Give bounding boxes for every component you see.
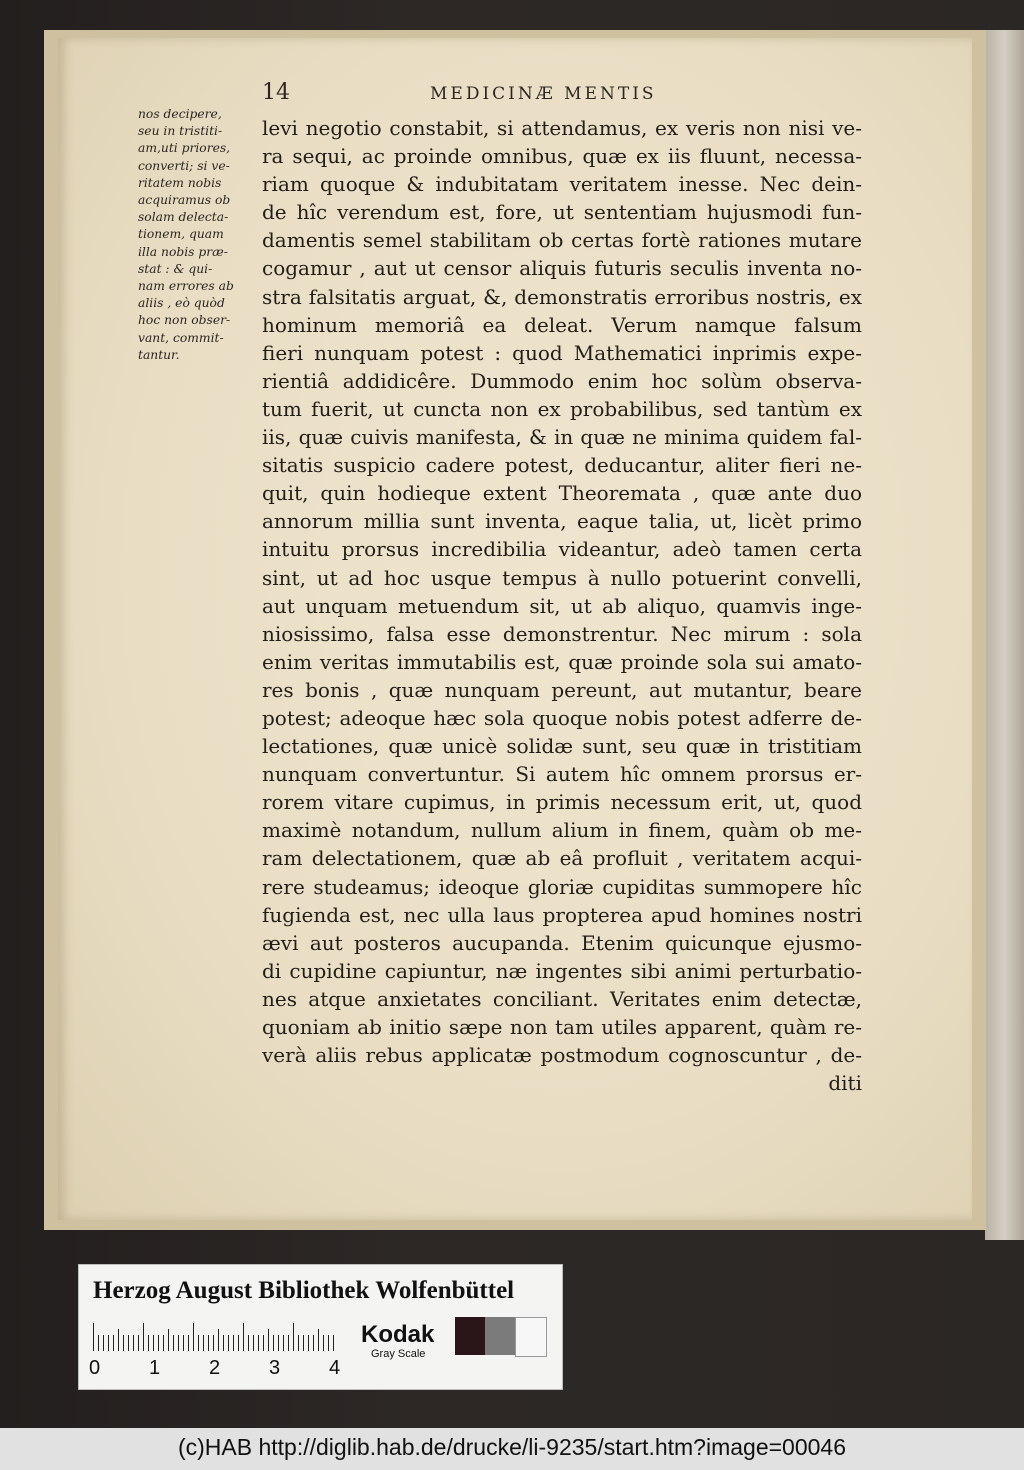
marginal-line: tionem, quam — [138, 227, 224, 242]
library-name: Herzog August Bibliothek Wolfenbüttel — [93, 1277, 515, 1304]
ruler-tick — [228, 1335, 229, 1351]
ruler-label: 1 — [149, 1357, 161, 1379]
text-line: annorum millia sunt inventa, eaque talia, ut, licèt primo — [262, 509, 862, 534]
ruler-tick — [138, 1335, 139, 1351]
text-line: res bonis , quæ nunquam pereunt, aut mutantur, beare — [262, 677, 862, 702]
marginal-line: nam errores ab — [138, 279, 234, 294]
ruler-tick — [233, 1335, 234, 1351]
ruler-labels — [89, 1357, 353, 1381]
ruler-tick — [293, 1323, 294, 1351]
ruler-tick — [113, 1335, 114, 1351]
ruler-tick — [123, 1335, 124, 1351]
ruler-tick — [273, 1335, 274, 1351]
ruler-tick — [328, 1335, 329, 1351]
text-line: ra sequi, ac proinde omnibus, quæ ex iis fluunt, necessa- — [262, 144, 862, 169]
marginal-line: am,uti priores, — [138, 141, 231, 156]
text-line: ævi aut posteros aucupanda. Etenim quicunque ejusmo- — [262, 930, 862, 955]
text-line: intuitu prorsus incredibilia videantur, adeò tamen certa — [262, 537, 862, 562]
ruler-tick — [188, 1335, 189, 1351]
ruler-tick — [288, 1335, 289, 1351]
text-line: de hîc verendum est, fore, ut sententiam hujusmodi fun- — [262, 200, 862, 225]
page-header — [262, 80, 862, 114]
marginal-line: nos decipere, — [138, 107, 222, 121]
ruler-tick — [308, 1335, 309, 1351]
ruler-label: 2 — [209, 1357, 221, 1379]
text-line: rientiâ addidicêre. Dummodo enim hoc solùm observa- — [262, 368, 862, 393]
ruler-tick — [278, 1335, 279, 1351]
ruler-tick — [318, 1329, 319, 1351]
ruler-tick — [183, 1335, 184, 1351]
ruler-tick — [163, 1335, 164, 1351]
text-line: nunquam convertuntur. Si autem hîc omnem prorsus er- — [262, 762, 862, 787]
text-line: sint, ut ad hoc usque tempus à nullo potuerint convelli, — [262, 565, 862, 590]
marginal-line: converti; si ve- — [138, 158, 230, 173]
ruler-tick — [283, 1335, 284, 1351]
ruler-tick — [98, 1335, 99, 1351]
marginal-line: vant, commit- — [138, 330, 224, 345]
text-line: maximè notandum, nullum alium in finem, quàm ob me- — [262, 818, 862, 843]
ruler-tick — [108, 1335, 109, 1351]
text-line: enim veritas immutabilis est, quæ proinde sola sui amato- — [262, 649, 862, 674]
ruler-tick — [263, 1335, 264, 1351]
ruler-label: 4 — [329, 1357, 341, 1379]
footer-url[interactable]: (c)HAB http://diglib.hab.de/drucke/li-9235/start.htm?image=00046 — [177, 1434, 846, 1460]
ruler-tick — [243, 1323, 244, 1351]
marginal-line: illa nobis præ- — [138, 244, 228, 259]
text-line: hominum memoriâ ea deleat. Verum namque falsum — [262, 312, 862, 337]
text-line: rere studeamus; ideoque gloriæ cupiditas summopere hîc — [262, 874, 862, 899]
text-line: cogamur , aut ut censor aliquis futuris seculis inventa no- — [262, 256, 862, 281]
marginal-line: solam delecta- — [138, 210, 229, 225]
text-line: potest; adeoque hæc sola quoque nobis potest adferre de- — [262, 705, 862, 730]
ruler-tick — [158, 1335, 159, 1351]
ruler-tick — [173, 1335, 174, 1351]
ruler-tick — [133, 1335, 134, 1351]
ruler-tick — [178, 1335, 179, 1351]
text-line: nes atque anxietates conciliant. Veritates enim detectæ, — [262, 986, 862, 1011]
marginal-line: aliis , eò quòd — [138, 296, 225, 311]
gray-swatch — [455, 1317, 485, 1355]
marginal-line: ritatem nobis — [138, 175, 222, 190]
text-line: rorem vitare cupimus, in primis necessum erit, ut, quod — [262, 790, 862, 815]
text-line: verà aliis rebus applicatæ postmodum cognoscuntur , de- — [262, 1043, 862, 1068]
text-line: lectationes, quæ unicè solidæ sunt, seu quæ in tristitiam — [262, 734, 862, 759]
marginal-line: tantur. — [138, 347, 180, 362]
text-line: sitatis suspicio cadere potest, deducantur, aliter fieri ne- — [262, 453, 862, 478]
gray-swatch — [485, 1317, 515, 1355]
ruler-tick — [218, 1329, 219, 1351]
running-head: MEDICINÆ MENTIS — [430, 84, 657, 104]
ruler-tick — [323, 1335, 324, 1351]
gray-swatch — [515, 1317, 547, 1357]
footer-bar — [0, 1428, 1024, 1470]
text-line: quoniam ab initio sæpe non tam utiles apparent, quàm re- — [262, 1015, 862, 1039]
text-line: ram delectationem, quæ ab eâ profluit , veritatem acqui- — [262, 846, 862, 871]
color-card — [78, 1264, 563, 1390]
ruler-tick — [258, 1335, 259, 1351]
catchword: diti — [828, 1071, 862, 1096]
ruler-label: 3 — [269, 1357, 281, 1379]
ruler-tick — [198, 1335, 199, 1351]
ruler-tick — [143, 1323, 144, 1351]
ruler — [93, 1323, 353, 1353]
text-line: levi negotio constabit, si attendamus, ex veris non nisi ve- — [262, 116, 862, 140]
ruler-tick — [93, 1323, 94, 1351]
marginal-note — [138, 106, 262, 364]
ruler-tick — [203, 1335, 204, 1351]
gray-scale-label: Gray Scale — [371, 1348, 426, 1360]
ruler-tick — [213, 1335, 214, 1351]
ruler-tick — [268, 1329, 269, 1351]
ruler-tick — [148, 1335, 149, 1351]
marginal-line: acquiramus ob — [138, 193, 231, 208]
ruler-tick — [253, 1335, 254, 1351]
text-line: iis, quæ cuivis manifesta, & in quæ ne minima quidem fal- — [262, 425, 862, 450]
page-number: 14 — [262, 80, 290, 105]
ruler-tick — [333, 1335, 334, 1351]
ruler-tick — [193, 1323, 194, 1351]
ruler-tick — [128, 1335, 129, 1351]
ruler-tick — [118, 1329, 119, 1351]
text-line: di cupidine capiuntur, næ ingentes sibi animi perturbatio- — [262, 958, 862, 983]
kodak-logo: Kodak — [361, 1321, 435, 1348]
text-line: tum fuerit, ut cuncta non ex probabilibus, sed tantùm ex — [262, 396, 862, 421]
marginal-line: seu in tristiti- — [138, 124, 223, 139]
next-page-edge — [985, 30, 1024, 1240]
marginal-line: hoc non obser- — [138, 313, 231, 328]
ruler-tick — [223, 1335, 224, 1351]
text-line: damentis semel stabilitam ob certas fortè rationes mutare — [262, 228, 862, 253]
ruler-label: 0 — [89, 1357, 101, 1379]
ruler-tick — [103, 1335, 104, 1351]
ruler-tick — [313, 1335, 314, 1351]
body-text — [262, 114, 862, 1097]
text-line: aut unquam metuendum sit, ut ab aliquo, quamvis inge- — [262, 593, 862, 618]
ruler-tick — [298, 1335, 299, 1351]
ruler-tick — [303, 1335, 304, 1351]
ruler-tick — [208, 1335, 209, 1351]
ruler-tick — [248, 1335, 249, 1351]
text-line: fieri nunquam potest : quod Mathematici inprimis expe- — [262, 340, 862, 365]
ruler-tick — [238, 1335, 239, 1351]
text-line: stra falsitatis arguat, &, demonstratis erroribus nostris, ex — [262, 284, 862, 309]
ruler-tick — [153, 1335, 154, 1351]
marginal-line: stat : & qui- — [138, 261, 213, 276]
text-line: fugienda est, nec ulla laus propterea apud homines nostri — [262, 902, 862, 927]
text-line: riam quoque & indubitatam veritatem inesse. Nec dein- — [262, 172, 862, 197]
ruler-tick — [168, 1329, 169, 1351]
text-line: quit, quin hodieque extent Theoremata , quæ ante duo — [262, 481, 862, 506]
text-line: niosissimo, falsa esse demonstrentur. Nec mirum : sola — [262, 621, 862, 646]
